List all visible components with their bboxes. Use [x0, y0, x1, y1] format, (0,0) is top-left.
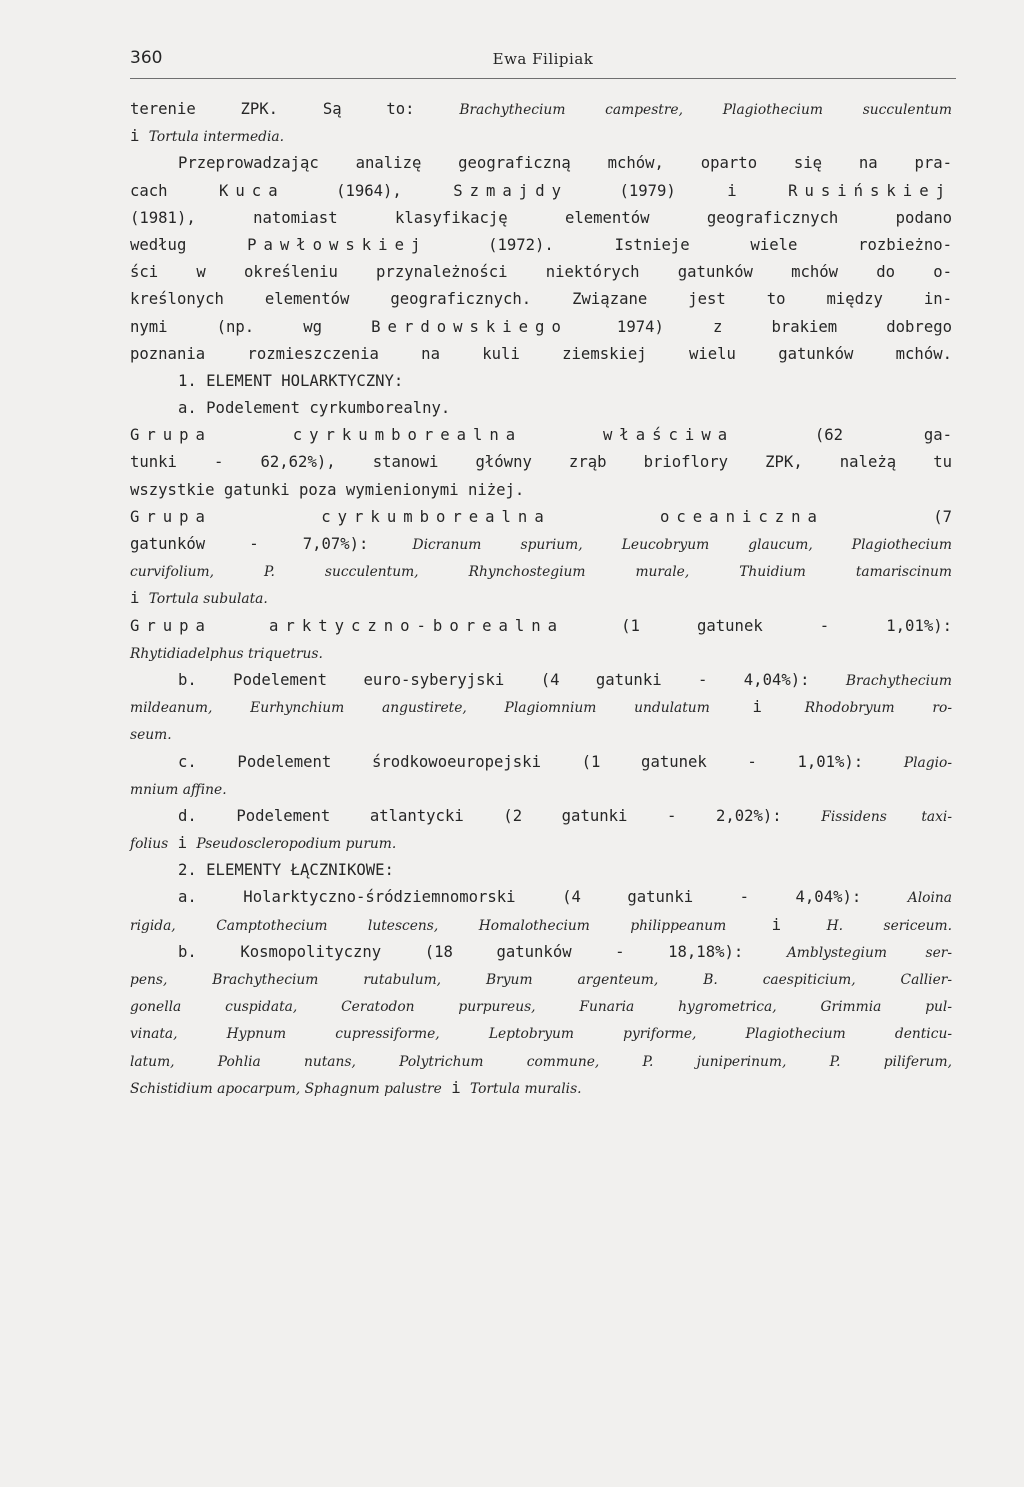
text-run: i: [130, 127, 149, 146]
italic-species-name: gonella cuspidata, Ceratodon purpureus, Funaria hygrometrica, Grimmia pul-: [130, 999, 952, 1016]
text-run: [522, 426, 603, 444]
text-line: [130, 477, 952, 504]
page-header: [130, 44, 956, 79]
text-line: [130, 422, 952, 449]
italic-species-name: Aloina: [907, 890, 952, 907]
italic-species-name: Dicranum spurium, Leucobryum glaucum, Plagiothecium: [412, 537, 952, 553]
text-line: [130, 857, 952, 884]
text-run: a. Podelement cyrkumborealny.: [178, 399, 451, 418]
italic-species-name: vinata, Hypnum cupressiforme, Leptobryum pyriforme, Plagiothecium denticu-: [130, 1026, 952, 1043]
spaced-text: cyrkumborealna: [292, 426, 523, 445]
text-run: i: [709, 698, 805, 717]
italic-species-name: H. sericeum.: [826, 917, 952, 934]
italic-species-name: Amblystegium ser-: [786, 944, 952, 961]
text-line: [130, 531, 952, 558]
spaced-text: Grupa: [130, 616, 212, 635]
italic-species-name: mildeanum, Eurhynchium angustirete, Plagiomnium undulatum: [130, 700, 710, 717]
text-run: cach: [130, 181, 220, 200]
italic-species-name: Schistidium apocarpum, Sphagnum palustre: [130, 1080, 442, 1097]
text-run: (7: [823, 507, 952, 526]
text-run: c. Podelement środkowoeuropejski (1 gatunek - 1,01%):: [178, 752, 904, 771]
text-line: [130, 830, 952, 857]
page-number: 360: [130, 48, 163, 68]
text-line: [130, 939, 952, 966]
text-line: [130, 1075, 952, 1102]
text-line: [130, 123, 952, 150]
italic-species-name: pens, Brachythecium rutabulum, Bryum argenteum, B. caespiticium, Callier-: [130, 972, 952, 988]
italic-species-name: Tortula intermedia.: [148, 129, 284, 146]
text-run: (1972). Istnieje wiele rozbieżno-: [427, 235, 952, 254]
italic-species-name: seum.: [130, 727, 172, 744]
text-run: według: [130, 235, 248, 254]
running-head-author: Ewa Filipiak: [492, 50, 594, 68]
italic-species-name: curvifolium, P. succulentum, Rhynchostegium murale, Thuidium tamariscinum: [130, 564, 952, 581]
text-line: [130, 640, 952, 667]
text-line: [130, 667, 952, 694]
text-line: [130, 368, 952, 395]
text-run: gatunków - 7,07%):: [130, 535, 413, 553]
spaced-text: cyrkumborealna: [321, 507, 551, 526]
text-run: b. Kosmopolityczny (18 gatunków - 18,18%):: [178, 942, 787, 961]
italic-species-name: Brachythecium campestre, Plagiothecium succulentum: [459, 102, 952, 118]
text-line: [130, 966, 952, 993]
spaced-text: Rusińskiej: [788, 181, 952, 200]
text-line: [130, 776, 952, 803]
text-run: [212, 508, 321, 526]
italic-species-name: Brachythecium: [845, 672, 952, 689]
text-line: [130, 449, 952, 476]
text-run: d. Podelement atlantycki (2 gatunki - 2,02%):: [178, 806, 822, 825]
text-line: [130, 884, 952, 911]
text-run: 1. ELEMENT HOLARKTYCZNY:: [178, 371, 404, 390]
text-line: [130, 585, 952, 612]
text-line: [130, 286, 952, 313]
text-line: [130, 803, 952, 830]
spaced-text: Grupa: [130, 507, 212, 526]
text-line: [130, 1048, 952, 1075]
text-line: [130, 341, 952, 368]
text-line: [130, 694, 952, 721]
text-run: [212, 617, 269, 635]
text-line: [130, 749, 952, 776]
text-line: [130, 1020, 952, 1047]
spaced-text: arktyczno-borealna: [269, 616, 565, 635]
text-run: wszystkie gatunki poza wymienionymi niżej.: [130, 480, 525, 499]
italic-species-name: Tortula muralis.: [469, 1080, 582, 1097]
text-run: 2. ELEMENTY ŁĄCZNIKOWE:: [178, 861, 394, 880]
text-line: [130, 150, 952, 177]
text-line: [130, 259, 952, 286]
text-run: [212, 426, 293, 444]
text-run: kreślonych elementów geograficznych. Związane jest to między in-: [130, 290, 952, 309]
text-run: i: [726, 915, 827, 934]
text-line: [130, 178, 952, 205]
italic-species-name: folius: [130, 836, 169, 853]
italic-species-name: Rhodobryum ro-: [804, 700, 952, 717]
text-run: Przeprowadzając analizę geograficzną mchów, oparto się na pra-: [178, 154, 952, 173]
spaced-text: Pawłowskiej: [247, 235, 428, 254]
text-run: a. Holarktyczno-śródziemnomorski (4 gatunki - 4,04%):: [178, 888, 908, 907]
text-line: [130, 205, 952, 232]
text-run: (1981), natomiast klasyfikację elementów geograficznych podano: [130, 208, 952, 227]
text-run: (62 ga-: [734, 426, 953, 445]
italic-species-name: Tortula subulata.: [148, 591, 268, 608]
text-run: b. Podelement euro-syberyjski (4 gatunki - 4,04%):: [178, 670, 846, 689]
text-run: i: [168, 834, 197, 853]
text-line: [130, 912, 952, 939]
text-run: (1964),: [284, 181, 454, 200]
text-run: terenie ZPK. Są to:: [130, 100, 460, 118]
spaced-text: oceaniczna: [660, 507, 824, 526]
italic-species-name: rigida, Camptothecium lutescens, Homalothecium philippeanum: [130, 917, 727, 934]
italic-species-name: mnium affine.: [130, 781, 227, 798]
text-line: [130, 504, 952, 531]
italic-species-name: Pseudoscleropodium purum.: [196, 836, 397, 853]
text-run: i: [441, 1078, 470, 1097]
text-line: [130, 395, 952, 422]
text-line: [130, 721, 952, 748]
text-line: [130, 314, 952, 341]
italic-species-name: Fissidens taxi-: [821, 808, 952, 825]
text-run: (1 gatunek - 1,01%):: [564, 616, 952, 635]
spaced-text: Grupa: [130, 426, 212, 445]
spaced-text: Berdowskiego: [371, 317, 568, 336]
body-text: [130, 96, 952, 1102]
text-line: [130, 232, 952, 259]
text-line: [130, 96, 952, 123]
text-run: (1979) i: [567, 181, 789, 200]
text-line: [130, 613, 952, 640]
text-run: 1974) z brakiem dobrego: [567, 317, 952, 336]
text-run: poznania rozmieszczenia na kuli ziemskiej wielu gatunków mchów.: [130, 344, 952, 363]
text-run: tunki - 62,62%), stanowi główny zrąb brioflory ZPK, należą tu: [130, 453, 952, 472]
text-line: [130, 993, 952, 1020]
italic-species-name: latum, Pohlia nutans, Polytrichum commune, P. juniperinum, P. piliferum,: [130, 1053, 952, 1070]
text-run: i: [130, 589, 149, 608]
text-run: [551, 508, 660, 526]
spaced-text: Kuca: [219, 181, 285, 200]
italic-species-name: Plagio-: [903, 754, 952, 771]
text-run: nymi (np. wg: [130, 317, 372, 336]
text-line: [130, 558, 952, 585]
spaced-text: Szmajdy: [453, 181, 568, 200]
text-run: ści w określeniu przynależności niektórych gatunków mchów do o-: [130, 263, 952, 282]
italic-species-name: Rhytidiadelphus triquetrus.: [130, 645, 323, 662]
spaced-text: właściwa: [602, 426, 735, 445]
